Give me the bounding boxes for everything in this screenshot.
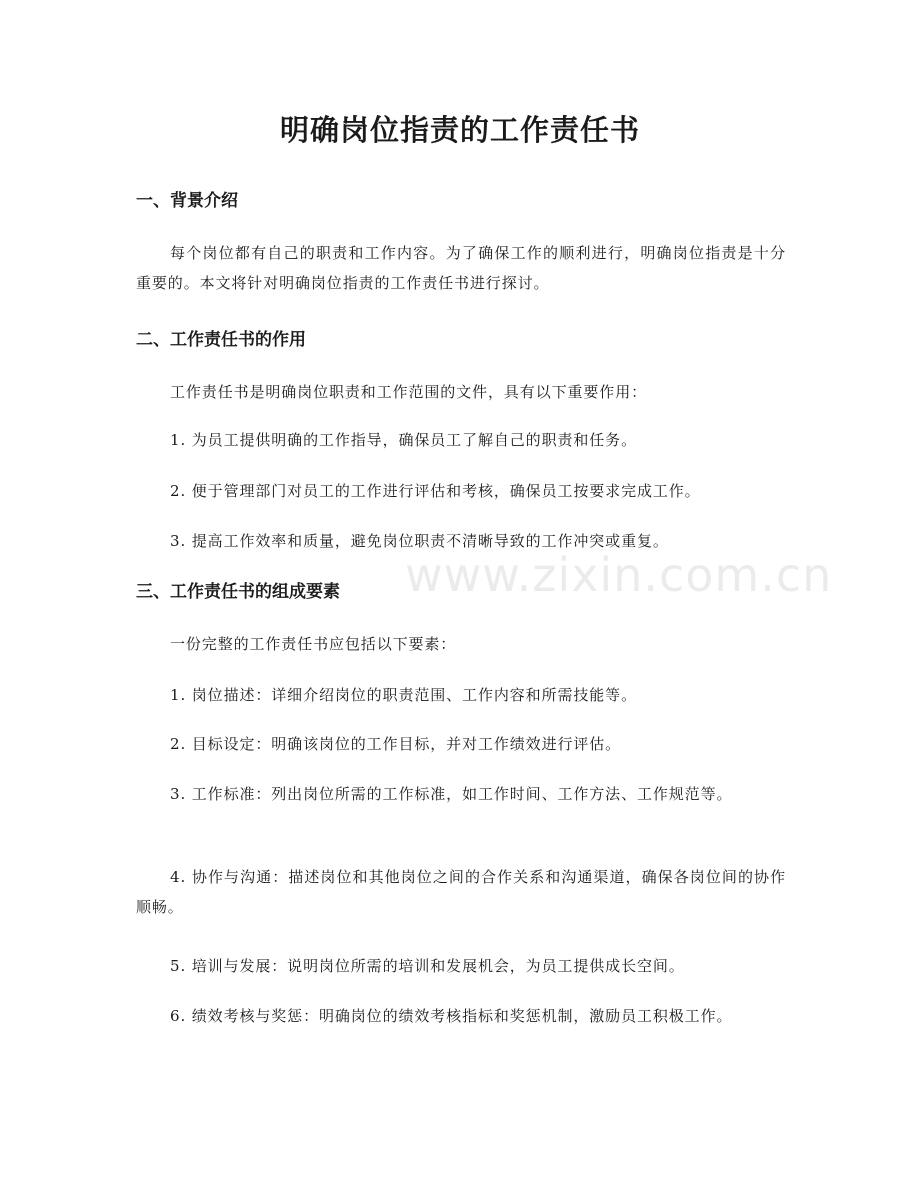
section-heading-background: 一、背景介绍 bbox=[136, 191, 238, 211]
paragraph: 一份完整的工作责任书应包括以下要素： bbox=[170, 635, 457, 653]
list-item: 2. 便于管理部门对员工的工作进行评估和考核，确保员工按要求完成工作。 bbox=[170, 482, 701, 500]
paragraph: 每个岗位都有自己的职责和工作内容。为了确保工作的顺利进行，明确岗位指责是十分重要的。本文将针对明确岗位指责的工作责任书进行探讨。 bbox=[136, 244, 786, 292]
list-item: 3. 提高工作效率和质量，避免岗位职责不清晰导致的工作冲突或重复。 bbox=[170, 532, 669, 550]
list-item: 1. 岗位描述：详细介绍岗位的职责范围、工作内容和所需技能等。 bbox=[170, 686, 637, 704]
list-item: 3. 工作标准：列出岗位所需的工作标准，如工作时间、工作方法、工作规范等。 bbox=[170, 785, 733, 803]
section-heading-role: 二、工作责任书的作用 bbox=[136, 330, 306, 350]
list-item: 6. 绩效考核与奖惩：明确岗位的绩效考核指标和奖惩机制，激励员工积极工作。 bbox=[170, 1007, 733, 1025]
paragraph: 工作责任书是明确岗位职责和工作范围的文件，具有以下重要作用： bbox=[170, 383, 648, 401]
watermark: www.zixin.com.cn bbox=[405, 548, 833, 602]
section-heading-components: 三、工作责任书的组成要素 bbox=[136, 582, 340, 602]
list-item: 4. 协作与沟通：描述岗位和其他岗位之间的合作关系和沟通渠道，确保各岗位间的协作顺畅。 bbox=[136, 868, 786, 916]
list-item: 2. 目标设定：明确该岗位的工作目标，并对工作绩效进行评估。 bbox=[170, 735, 622, 753]
document-title: 明确岗位指责的工作责任书 bbox=[279, 113, 640, 147]
list-item: 1. 为员工提供明确的工作指导，确保员工了解自己的职责和任务。 bbox=[170, 431, 637, 449]
list-item: 5. 培训与发展：说明岗位所需的培训和发展机会，为员工提供成长空间。 bbox=[170, 957, 685, 975]
